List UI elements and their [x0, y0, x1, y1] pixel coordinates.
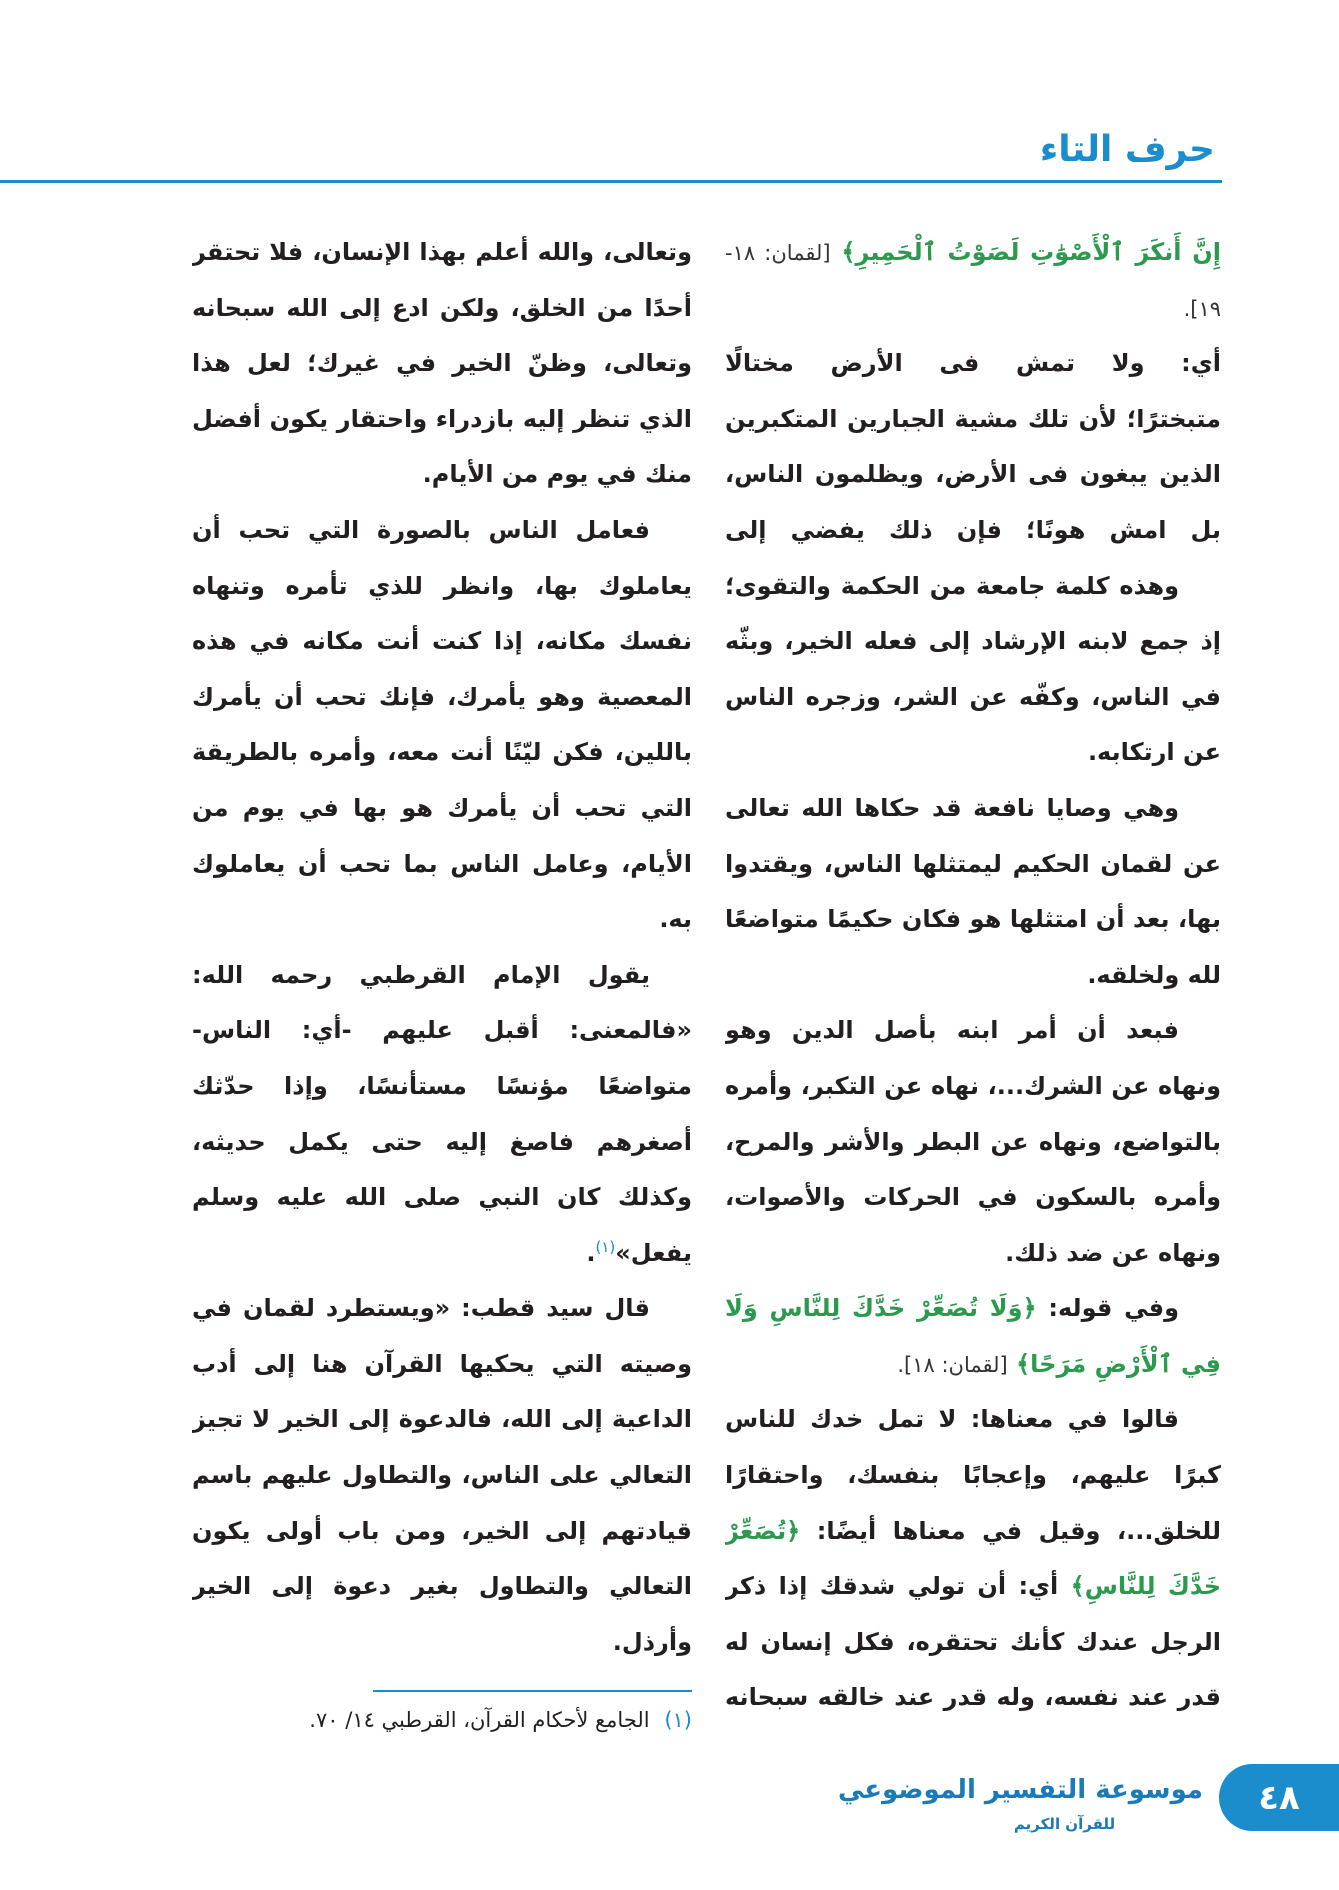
text-line: متبخترًا؛ لأن تلك مشية الجبارين المتكبرين	[725, 404, 1221, 433]
text-line: قالوا في معناها: لا تمل خدك للناس	[725, 1405, 1179, 1434]
text-line: قدر عند نفسه، وله قدر عند خالقه سبحانه	[725, 1683, 1221, 1712]
text-line: به.	[659, 905, 692, 934]
text-line: المعصية وهو يأمرك، فإنك تحب أن يأمرك	[192, 682, 692, 711]
line-text: أي: أن تولي شدقك إذا ذكر	[725, 1572, 1059, 1601]
footnote-text: الجامع لأحكام القرآن، القرطبي ١٤/ ٧٠.	[309, 1708, 650, 1732]
text-line: في الناس، وكفّه عن الشر، وزجره الناس	[725, 682, 1221, 711]
text-line: عن لقمان الحكيم ليمتثلها الناس، ويقتدوا	[725, 849, 1221, 878]
quran-verse: خَدَّكَ لِلنَّاسِ﴾	[1070, 1572, 1221, 1601]
text-line: وأمره بالسكون في الحركات والأصوات،	[725, 1183, 1221, 1212]
text-line: قيادتهم إلى الخير، ومن باب أولى يكون	[192, 1516, 692, 1545]
text-line: وهي وصايا نافعة قد حكاها الله تعالى	[725, 793, 1179, 822]
text-line: فبعد أن أمر ابنه بأصل الدين وهو	[725, 1016, 1179, 1045]
footnote	[192, 1700, 692, 1740]
text-line: ونهاه عن ضد ذلك.	[1005, 1238, 1221, 1267]
text-line: الرجل عندك كأنك تحتقره، فكل إنسان له	[725, 1627, 1221, 1656]
footnote-rule	[373, 1690, 692, 1692]
right-column	[725, 225, 1221, 1726]
text-line: أصغرهم فاصغ إليه حتى يكمل حديثه،	[192, 1127, 692, 1156]
text-line: وأرذل.	[612, 1627, 692, 1656]
text-line: أي: ولا تمش فى الأرض مختالًا	[725, 349, 1221, 378]
page-number-badge	[1219, 1764, 1339, 1831]
text-line: التي تحب أن يأمرك هو بها في يوم من	[192, 793, 692, 822]
footnote-number: (١)	[664, 1708, 692, 1732]
text-line: الداعية إلى الله، فالدعوة إلى الخير لا تجيز	[192, 1405, 692, 1434]
text-line: الأيام، وعامل الناس بما تحب أن يعاملوك	[192, 849, 692, 878]
logo-title: موسوعة التفسير الموضوعي	[837, 1775, 1203, 1805]
text-line: عن ارتكابه.	[1087, 738, 1221, 767]
text-line	[725, 281, 1221, 337]
text-line: الذي تنظر إليه بازدراء واحتقار يكون أفضل	[192, 404, 692, 433]
verse-reference: ١٩].	[1183, 296, 1221, 321]
text-line: وصيته التي يحكيها القرآن هنا إلى أدب	[192, 1349, 692, 1378]
line-text: وفي قوله:	[1048, 1294, 1179, 1323]
verse-reference: [لقمان: ١٨-	[725, 241, 831, 265]
text-line	[192, 1226, 692, 1282]
left-column	[192, 225, 692, 1670]
text-line: متواضعًا مؤنسًا مستأنسًا، وإذا حدّثك	[192, 1071, 692, 1100]
header-rule	[0, 180, 1222, 183]
text-line	[725, 1337, 1221, 1393]
text-line: بالتواضع، ونهاه عن البطر والأشر والمرح،	[725, 1127, 1221, 1156]
text-line	[725, 1281, 1221, 1337]
text-line	[725, 1559, 1221, 1615]
page-number: ٤٨	[1258, 1777, 1300, 1818]
text-line: وتعالى، وظنّ الخير في غيرك؛ لعل هذا	[192, 349, 692, 378]
line-end: .	[586, 1238, 596, 1267]
text-line: «فالمعنى: أقبل عليهم -أي: الناس-	[192, 1016, 692, 1045]
text-line	[725, 225, 1221, 281]
text-line: نفسك مكانه، إذا كنت أنت مكانه في هذه	[192, 627, 692, 656]
quran-verse: ﴿وَلَا تُصَعِّرْ خَدَّكَ لِلنَّاسِ وَلَا	[725, 1294, 1037, 1323]
footnote-ref: (١)	[595, 1237, 616, 1256]
text-line	[725, 1504, 1221, 1560]
text-line: قال سيد قطب: «ويستطرد لقمان في	[192, 1294, 650, 1323]
text-line: كبرًا عليهم، وإعجابًا بنفسك، واحتقارًا	[725, 1461, 1221, 1490]
text-line: لله ولخلقه.	[1087, 960, 1221, 989]
text-line: بها، بعد أن امتثلها هو فكان حكيمًا متواضعًا	[725, 905, 1221, 934]
series-logo	[837, 1768, 1203, 1853]
text-line: ونهاه عن الشرك...، نهاه عن التكبر، وأمره	[725, 1071, 1221, 1100]
text-line: فعامل الناس بالصورة التي تحب أن	[192, 515, 650, 544]
text-line: وتعالى، والله أعلم بهذا الإنسان، فلا تحتقر	[192, 238, 692, 266]
text-line: التعالي على الناس، والتطاول عليهم باسم	[192, 1461, 692, 1490]
quran-verse: فِي ٱلْأَرْضِ مَرَحًا﴾	[1016, 1349, 1221, 1378]
text-line: منك في يوم من الأيام.	[422, 460, 692, 489]
verse-reference: [لقمان: ١٨].	[897, 1352, 1008, 1377]
logo-subtitle: للقرآن الكريم	[1013, 1815, 1116, 1833]
text-line: وهذه كلمة جامعة من الحكمة والتقوى؛	[725, 571, 1179, 600]
text-line: الذين يبغون فى الأرض، ويظلمون الناس،	[725, 460, 1221, 489]
text-line: وكذلك كان النبي صلى الله عليه وسلم	[192, 1183, 692, 1212]
line-text: يفعل»	[615, 1238, 692, 1267]
text-line: باللين، فكن ليّنًا أنت معه، وأمره بالطريقة	[192, 738, 692, 767]
line-text: للخلق...، وقيل في معناها أيضًا:	[816, 1516, 1221, 1545]
quran-verse: إِنَّ أَنكَرَ ٱلْأَصْوَٰتِ لَصَوْتُ ٱلْحَمِيرِ﴾	[841, 238, 1221, 266]
text-line: بل امش هونًا؛ فإن ذلك يفضي إلى	[725, 515, 1221, 544]
text-line: يقول الإمام القرطبي رحمه الله:	[192, 960, 650, 989]
text-line: يعاملوك بها، وانظر للذي تأمره وتنهاه	[192, 571, 692, 600]
quran-verse: ﴿تُصَعِّرْ	[725, 1516, 801, 1545]
text-line: التعالي والتطاول بغير دعوة إلى الخير	[192, 1572, 692, 1601]
running-head: حرف التاء	[1039, 129, 1215, 170]
text-line: إذ جمع لابنه الإرشاد إلى فعله الخير، وبثّه	[725, 627, 1221, 656]
text-line: أحدًا من الخلق، ولكن ادع إلى الله سبحانه	[192, 293, 692, 322]
